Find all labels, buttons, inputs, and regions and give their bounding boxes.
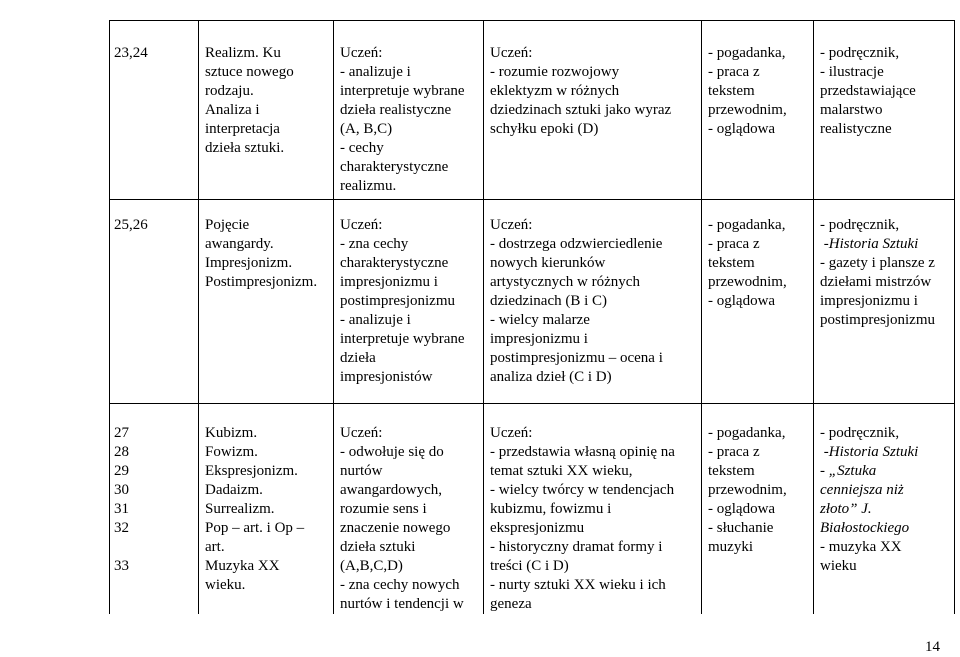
table-border bbox=[483, 20, 484, 614]
methods-cell bbox=[708, 424, 787, 557]
table-border bbox=[701, 20, 702, 614]
extended-line: nowych kierunków bbox=[490, 255, 606, 271]
hours-text: 25,26 bbox=[114, 217, 148, 233]
aids-line: złoto” J. bbox=[820, 501, 872, 517]
topic-line: Pop – art. i Op – bbox=[205, 520, 305, 536]
extended-line: geneza bbox=[490, 596, 532, 612]
aids-line: malarstwo bbox=[820, 102, 883, 118]
extended-line: temat sztuki XX wieku, bbox=[490, 463, 633, 479]
table-border bbox=[333, 20, 334, 614]
topic-line: Dadaizm. bbox=[205, 482, 263, 498]
table-border bbox=[954, 20, 955, 614]
basic-line: nurtów i tendencji w bbox=[340, 596, 464, 612]
topic-line: Surrealizm. bbox=[205, 501, 275, 517]
extended-line: - dostrzega odzwierciedlenie bbox=[490, 236, 663, 252]
basic-line: realizmu. bbox=[340, 178, 397, 194]
basic-line: awangardowych, bbox=[340, 482, 443, 498]
extended-line: - historyczny dramat formy i bbox=[490, 539, 663, 555]
aids-line: postimpresjonizmu bbox=[820, 312, 935, 328]
table-border bbox=[109, 20, 110, 614]
methods-cell bbox=[708, 44, 787, 139]
topic-cell bbox=[205, 44, 294, 158]
basic-line: - analizuje i bbox=[340, 312, 411, 328]
aids-line: -Historia Sztuki bbox=[820, 236, 919, 252]
aids-line: - podręcznik, bbox=[820, 45, 900, 61]
basic-line: dzieła bbox=[340, 350, 376, 366]
methods-line: - pogadanka, bbox=[708, 217, 786, 233]
hours-text: 31 bbox=[114, 501, 129, 517]
basic-line: Uczeń: bbox=[340, 425, 383, 441]
aids-line: - ilustracje bbox=[820, 64, 884, 80]
aids-line: - gazety i plansze z bbox=[820, 255, 935, 271]
basic-line: charakterystyczne bbox=[340, 159, 449, 175]
topic-line: Kubizm. bbox=[205, 425, 258, 441]
methods-line: tekstem bbox=[708, 83, 755, 99]
aids-line: Białostockiego bbox=[820, 520, 910, 536]
methods-line: tekstem bbox=[708, 463, 755, 479]
basic-line: rozumie sens i bbox=[340, 501, 427, 517]
extended-requirements-cell bbox=[490, 44, 671, 139]
aids-line: - podręcznik, bbox=[820, 425, 900, 441]
extended-line: postimpresjonizmu – ocena i bbox=[490, 350, 663, 366]
table-border bbox=[109, 199, 955, 200]
topic-line: interpretacja bbox=[205, 121, 280, 137]
extended-line: artystycznych w różnych bbox=[490, 274, 640, 290]
extended-requirements-cell bbox=[490, 216, 663, 387]
hours-text: 33 bbox=[114, 558, 129, 574]
aids-line: -Historia Sztuki bbox=[820, 444, 919, 460]
methods-line: tekstem bbox=[708, 255, 755, 271]
basic-requirements-cell bbox=[340, 424, 464, 614]
extended-line: - wielcy malarze bbox=[490, 312, 590, 328]
topic-line: Realizm. Ku bbox=[205, 45, 281, 61]
extended-line: dziedzinach sztuki jako wyraz bbox=[490, 102, 672, 118]
basic-line: - cechy bbox=[340, 140, 384, 156]
topic-line: dzieła sztuki. bbox=[205, 140, 285, 156]
table-border bbox=[109, 403, 955, 404]
methods-cell bbox=[708, 216, 787, 311]
topic-cell bbox=[205, 216, 317, 292]
extended-line: - rozumie rozwojowy bbox=[490, 64, 620, 80]
teaching-aids-cell bbox=[820, 424, 918, 576]
table-border bbox=[198, 20, 199, 614]
hours-text: 28 bbox=[114, 444, 129, 460]
extended-line: analiza dzieł (C i D) bbox=[490, 369, 612, 385]
aids-line: realistyczne bbox=[820, 121, 892, 137]
extended-line: dziedzinach (B i C) bbox=[490, 293, 608, 309]
topic-line: Analiza i bbox=[205, 102, 260, 118]
methods-line: - pogadanka, bbox=[708, 425, 786, 441]
methods-line: - pogadanka, bbox=[708, 45, 786, 61]
methods-line: - praca z bbox=[708, 64, 760, 80]
hours-text: 29 bbox=[114, 463, 129, 479]
extended-line: treści (C i D) bbox=[490, 558, 569, 574]
methods-line: - praca z bbox=[708, 236, 760, 252]
aids-line: wieku bbox=[820, 558, 857, 574]
basic-requirements-cell bbox=[340, 44, 465, 196]
hours-text: 23,24 bbox=[114, 45, 148, 61]
basic-line: Uczeń: bbox=[340, 45, 383, 61]
basic-line: dzieła sztuki bbox=[340, 539, 416, 555]
hours-cell bbox=[114, 216, 148, 235]
extended-line: - nurty sztuki XX wieku i ich bbox=[490, 577, 666, 593]
extended-line: Uczeń: bbox=[490, 217, 533, 233]
hours-cell bbox=[114, 44, 148, 63]
hours-cell bbox=[114, 424, 129, 576]
methods-line: - oglądowa bbox=[708, 501, 776, 517]
hours-text: 30 bbox=[114, 482, 129, 498]
methods-line: muzyki bbox=[708, 539, 753, 555]
extended-line: impresjonizmu i bbox=[490, 331, 588, 347]
table-border bbox=[109, 20, 955, 21]
aids-line: - „Sztuka bbox=[820, 463, 877, 479]
topic-line: sztuce nowego bbox=[205, 64, 294, 80]
topic-line: Postimpresjonizm. bbox=[205, 274, 318, 290]
topic-line: Fowizm. bbox=[205, 444, 258, 460]
basic-line: znaczenie nowego bbox=[340, 520, 451, 536]
methods-line: - oglądowa bbox=[708, 121, 776, 137]
table-border bbox=[813, 20, 814, 614]
extended-line: kubizmu, fowizmu i bbox=[490, 501, 612, 517]
aids-line: - muzyka XX bbox=[820, 539, 902, 555]
aids-line: - podręcznik, bbox=[820, 217, 900, 233]
aids-line: impresjonizmu i bbox=[820, 293, 918, 309]
page-number: 14 bbox=[925, 639, 940, 655]
basic-line: Uczeń: bbox=[340, 217, 383, 233]
basic-line: impresjonistów bbox=[340, 369, 433, 385]
methods-line: przewodnim, bbox=[708, 274, 787, 290]
topic-line: wieku. bbox=[205, 577, 246, 593]
basic-requirements-cell bbox=[340, 216, 465, 387]
basic-line: charakterystyczne bbox=[340, 255, 449, 271]
teaching-aids-cell bbox=[820, 216, 935, 330]
basic-line: - zna cechy bbox=[340, 236, 409, 252]
extended-line: - przedstawia własną opinię na bbox=[490, 444, 675, 460]
basic-line: (A, B,C) bbox=[340, 121, 393, 137]
basic-line: - odwołuje się do bbox=[340, 444, 444, 460]
basic-line: - analizuje i bbox=[340, 64, 411, 80]
basic-line: postimpresjonizmu bbox=[340, 293, 455, 309]
extended-line: Uczeń: bbox=[490, 425, 533, 441]
extended-line: eklektyzm w różnych bbox=[490, 83, 620, 99]
hours-text: 27 bbox=[114, 425, 129, 441]
topic-line: awangardy. bbox=[205, 236, 274, 252]
basic-line: dzieła realistyczne bbox=[340, 102, 452, 118]
basic-line: impresjonizmu i bbox=[340, 274, 438, 290]
basic-line: (A,B,C,D) bbox=[340, 558, 403, 574]
hours-text: 32 bbox=[114, 520, 129, 536]
aids-line: cenniejsza niż bbox=[820, 482, 904, 498]
basic-line: interpretuje wybrane bbox=[340, 83, 465, 99]
hours-text bbox=[114, 538, 129, 557]
methods-line: przewodnim, bbox=[708, 102, 787, 118]
extended-line: schyłku epoki (D) bbox=[490, 121, 599, 137]
extended-line: Uczeń: bbox=[490, 45, 533, 61]
extended-line: ekspresjonizmu bbox=[490, 520, 585, 536]
extended-line: - wielcy twórcy w tendencjach bbox=[490, 482, 675, 498]
topic-line: Pojęcie bbox=[205, 217, 250, 233]
extended-requirements-cell bbox=[490, 424, 675, 614]
topic-line: Impresjonizm. bbox=[205, 255, 293, 271]
teaching-aids-cell bbox=[820, 44, 916, 139]
methods-line: przewodnim, bbox=[708, 482, 787, 498]
topic-line: art. bbox=[205, 539, 225, 555]
methods-line: - słuchanie bbox=[708, 520, 774, 536]
aids-line: dziełami mistrzów bbox=[820, 274, 932, 290]
basic-line: - zna cechy nowych bbox=[340, 577, 460, 593]
aids-line: przedstawiające bbox=[820, 83, 916, 99]
basic-line: nurtów bbox=[340, 463, 383, 479]
methods-line: - oglądowa bbox=[708, 293, 776, 309]
topic-line: Muzyka XX bbox=[205, 558, 280, 574]
topic-cell bbox=[205, 424, 304, 595]
topic-line: rodzaju. bbox=[205, 83, 254, 99]
topic-line: Ekspresjonizm. bbox=[205, 463, 298, 479]
basic-line: interpretuje wybrane bbox=[340, 331, 465, 347]
methods-line: - praca z bbox=[708, 444, 760, 460]
